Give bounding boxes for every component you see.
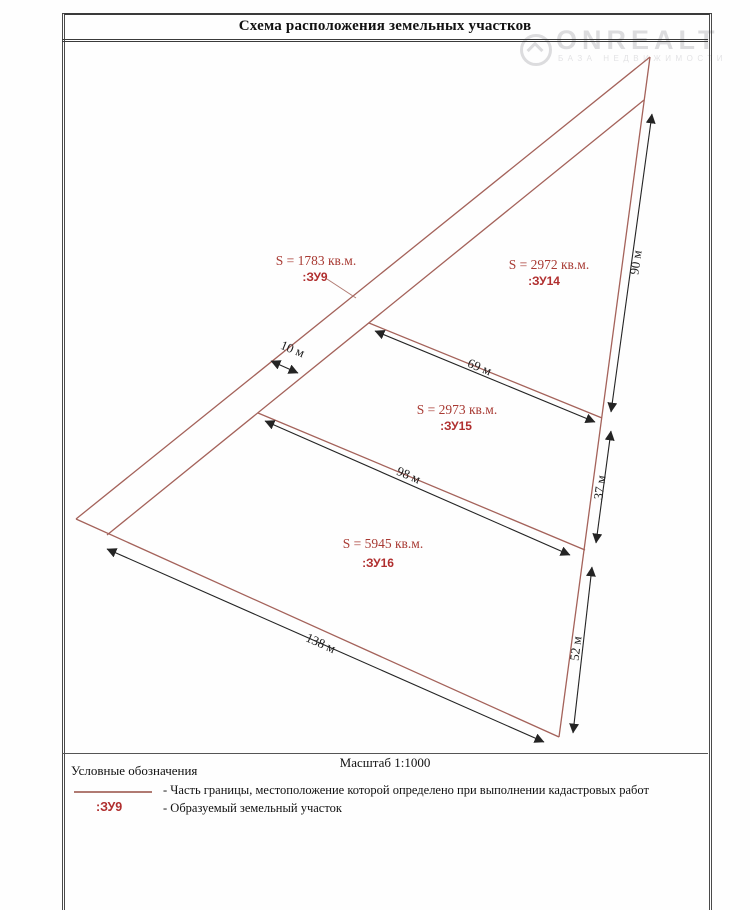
boundary-strip-upper [76, 57, 650, 519]
boundary-zu15-zu16 [258, 413, 585, 550]
zu9-id-label: :ЗУ9 [302, 270, 328, 284]
zu15-area-label: S = 2973 кв.м. [416, 402, 498, 417]
legend-heading: Условные обозначения [71, 763, 198, 778]
title-bar [62, 13, 708, 42]
dimension-10m-label: 10 м [278, 337, 307, 361]
zu14-id-label: :ЗУ14 [528, 274, 560, 288]
zu15-id-label: :ЗУ15 [440, 419, 472, 433]
legend-red-line-sample [74, 791, 152, 793]
zu16-id-label: :ЗУ16 [362, 556, 394, 570]
legend-zu-sample: :ЗУ9 [96, 800, 123, 814]
dimension-90m-label: 90 м [626, 249, 645, 276]
drawing-footer-divider [62, 753, 708, 754]
page-title: Схема расположения земельных участков [238, 17, 532, 34]
zu9-area-label: S = 1783 кв.м. [275, 253, 357, 268]
dimension-98m-line [265, 421, 570, 555]
dimension-37m-label: 37 м [590, 474, 609, 501]
watermark-tagline: БАЗА НЕДВИЖИМОСТИ [558, 54, 727, 63]
dimension-10m-line [271, 361, 298, 373]
dimension-69m-label: 69 м [465, 355, 494, 379]
dimension-138m-label: 138 м [303, 629, 339, 657]
dimension-52m-label: 52 м [566, 635, 585, 662]
legend-item-parcel: - Образуемый земельный участок [163, 801, 342, 815]
zu9-leader-line [327, 279, 356, 298]
legend-item-boundary: - Часть границы, местоположение которой определено при выполнении кадастровых работ [163, 783, 649, 797]
zu16-area-label: S = 5945 кв.м. [342, 536, 424, 551]
scale-note: Масштаб 1:1000 [339, 755, 431, 770]
boundary-right-edge [559, 57, 650, 737]
boundary-bottom-edge [76, 519, 559, 737]
dimension-98m-label: 98 м [394, 463, 423, 487]
watermark-brand: ONREALT [556, 25, 720, 55]
zu14-area-label: S = 2972 кв.м. [508, 257, 590, 272]
